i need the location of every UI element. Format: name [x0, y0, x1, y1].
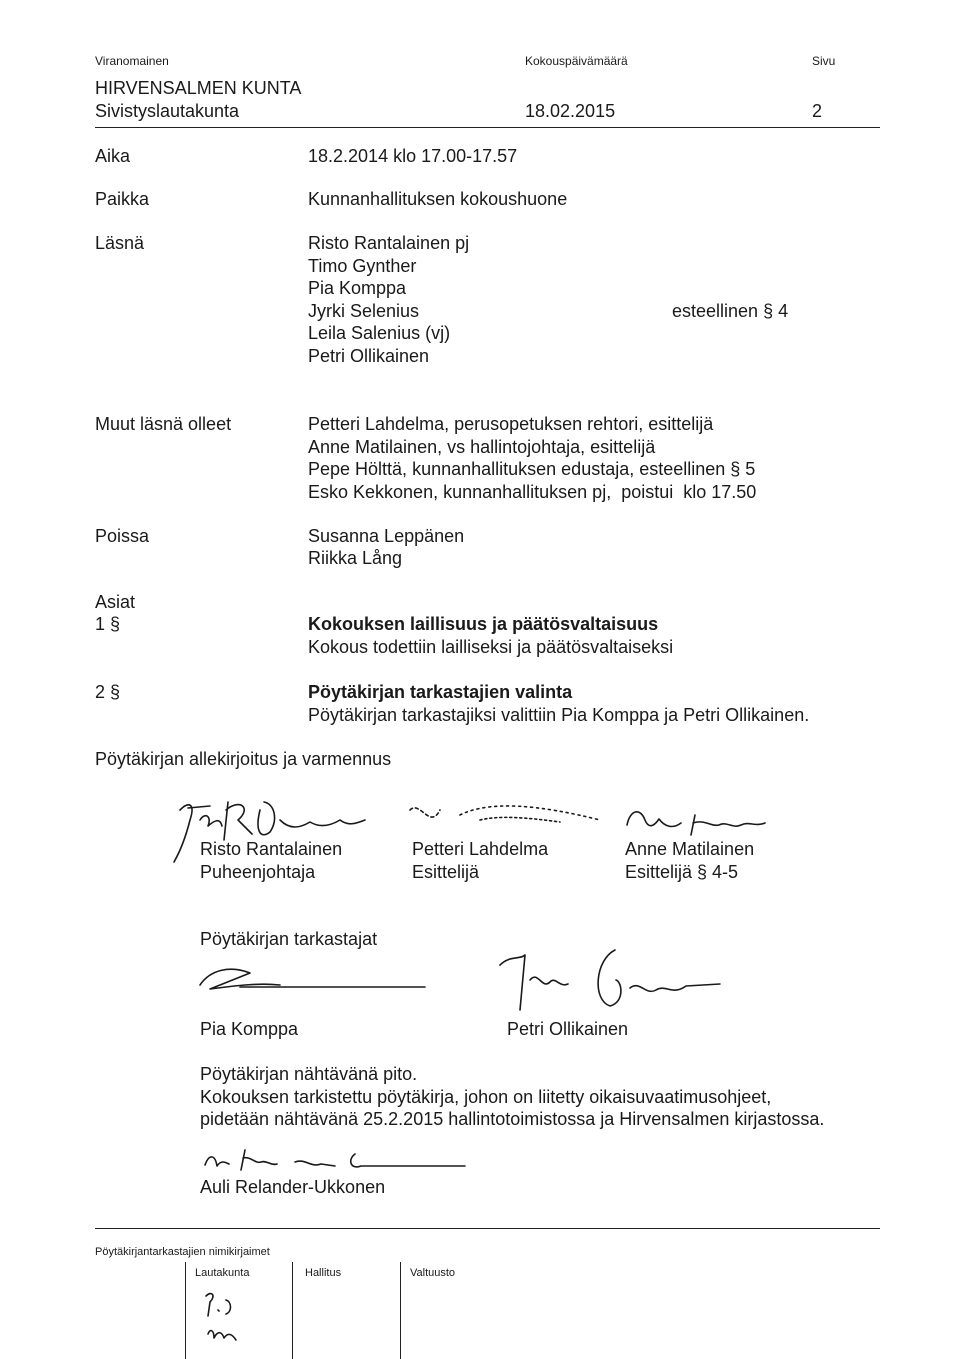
other-attendee: Pepe Hölttä, kunnanhallituksen edustaja, esteellinen § 5 — [308, 459, 756, 479]
item-title: Pöytäkirjan tarkastajien valinta — [308, 682, 573, 702]
signer-role: Esittelijä — [412, 862, 480, 882]
present-member: Timo Gynther — [308, 256, 417, 276]
column-divider — [400, 1262, 401, 1359]
others-label: Muut läsnä olleet — [95, 414, 232, 434]
absent-member: Riikka Lång — [308, 548, 403, 568]
absent-member: Susanna Leppänen — [308, 526, 465, 546]
signer-role: Esittelijä § 4-5 — [625, 862, 739, 882]
place-value: Kunnanhallituksen kokoushuone — [308, 189, 568, 209]
meeting-date: 18.02.2015 — [525, 101, 616, 121]
reviewer-name: Pia Komppa — [200, 1019, 299, 1039]
signer-name: Anne Matilainen — [625, 839, 755, 859]
header-divider — [95, 127, 880, 128]
signer-name: Risto Rantalainen — [200, 839, 343, 859]
item-text: Kokous todettiin lailliseksi ja päätösvaltaiseksi — [308, 637, 674, 657]
item-text: Pöytäkirjan tarkastajiksi valittiin Pia Komppa ja Petri Ollikainen. — [308, 705, 810, 725]
present-member: Petri Ollikainen — [308, 346, 430, 366]
signatures-heading: Pöytäkirjan allekirjoitus ja varmennus — [95, 749, 392, 769]
publication-signature — [195, 1140, 475, 1180]
reviewer-signature — [190, 955, 430, 1005]
present-member: Jyrki Selenius — [308, 301, 420, 321]
publication-signer: Auli Relander-Ukkonen — [200, 1177, 386, 1197]
initials-column-header: Hallitus — [305, 1267, 342, 1279]
disqualified-note: esteellinen § 4 — [672, 301, 789, 321]
present-member: Leila Salenius (vj) — [308, 323, 451, 343]
item-number: 2 § — [95, 682, 121, 702]
publication-heading: Pöytäkirjan nähtävänä pito. — [200, 1064, 418, 1084]
other-attendee: Petteri Lahdelma, perusopetuksen rehtori, esittelijä — [308, 414, 714, 434]
other-attendee: Anne Matilainen, vs hallintojohtaja, esittelijä — [308, 437, 656, 457]
absent-label: Poissa — [95, 526, 150, 546]
signer-name: Petteri Lahdelma — [412, 839, 549, 859]
reviewer-name: Petri Ollikainen — [507, 1019, 629, 1039]
time-value: 18.2.2014 klo 17.00-17.57 — [308, 146, 518, 166]
committee-name: Sivistyslautakunta — [95, 101, 240, 121]
publication-text: pidetään nähtävänä 25.2.2015 hallintotoimistossa ja Hirvensalmen kirjastossa. — [200, 1109, 825, 1129]
page-number: 2 — [812, 101, 823, 121]
initials-column-header: Valtuusto — [410, 1267, 456, 1279]
initials-column-header: Lautakunta — [195, 1267, 250, 1279]
present-member: Risto Rantalainen pj — [308, 233, 470, 253]
initials-label: Pöytäkirjantarkastajien nimikirjaimet — [95, 1246, 270, 1258]
page-label: Sivu — [812, 54, 836, 68]
items-label: Asiat — [95, 592, 136, 612]
item-number: 1 § — [95, 614, 121, 634]
column-divider — [185, 1262, 186, 1359]
date-label: Kokouspäivämäärä — [525, 54, 628, 68]
place-label: Paikka — [95, 189, 150, 209]
reviewers-heading: Pöytäkirjan tarkastajat — [200, 929, 378, 949]
item-title: Kokouksen laillisuus ja päätösvaltaisuus — [308, 614, 659, 634]
other-attendee: Esko Kekkonen, kunnanhallituksen pj, poistui klo 17.50 — [308, 482, 757, 502]
signer-role: Puheenjohtaja — [200, 862, 316, 882]
reviewer-signature — [490, 940, 730, 1020]
org-name: HIRVENSALMEN KUNTA — [95, 78, 302, 98]
time-label: Aika — [95, 146, 131, 166]
present-member: Pia Komppa — [308, 278, 407, 298]
authority-label: Viranomainen — [95, 54, 169, 68]
publication-text: Kokouksen tarkistettu pöytäkirja, johon on liitetty oikaisuvaatimusohjeet, — [200, 1087, 772, 1107]
initials-handwriting — [198, 1288, 258, 1358]
present-label: Läsnä — [95, 233, 145, 253]
column-divider — [292, 1262, 293, 1359]
footer-divider — [95, 1228, 880, 1229]
